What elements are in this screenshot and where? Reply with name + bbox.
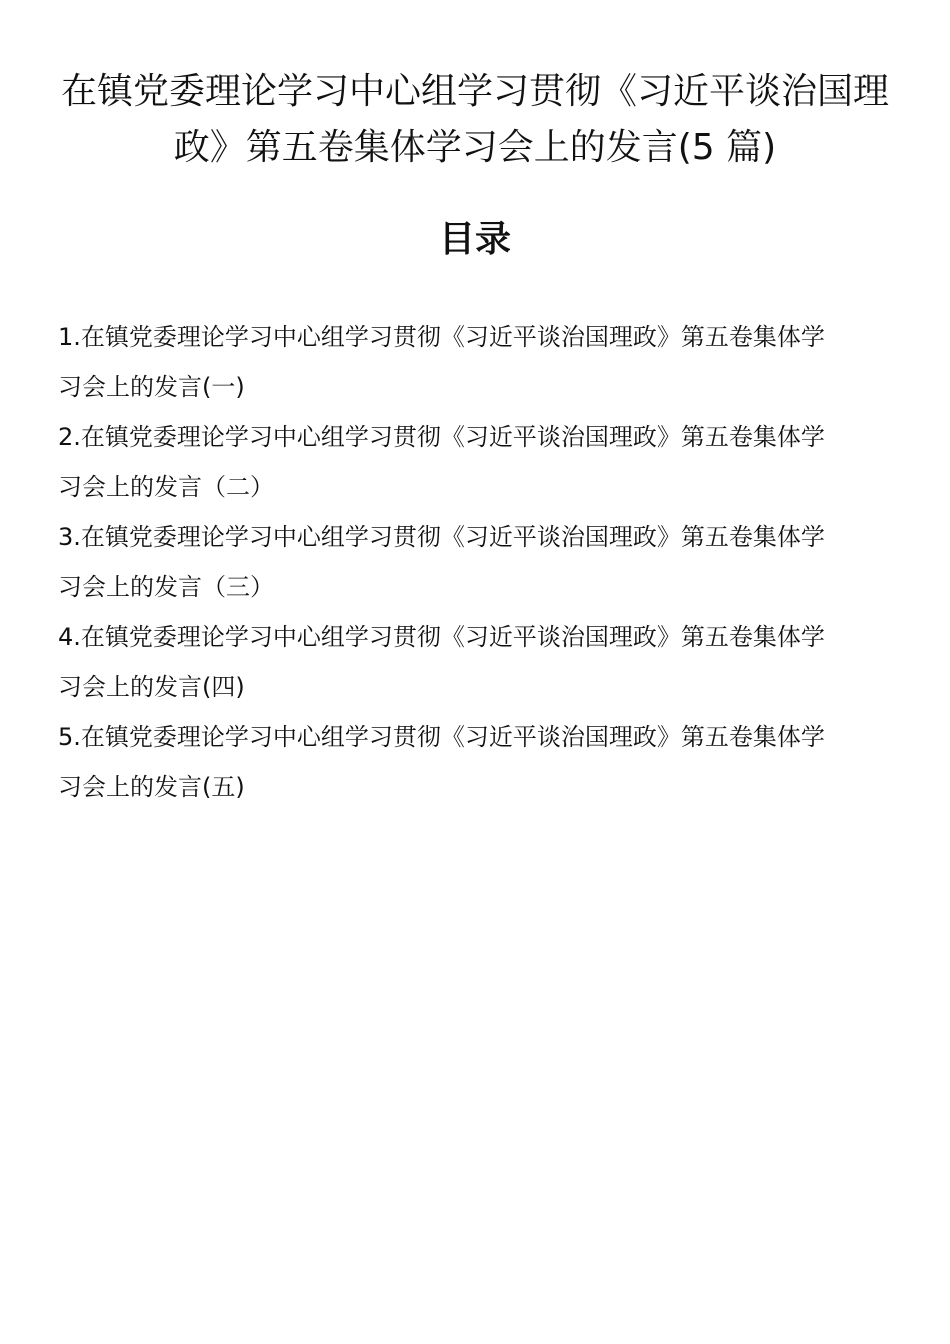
toc-item-2-line-2: 习会上的发言（二） <box>58 473 274 501</box>
toc-item-5-line-1: 5.在镇党委理论学习中心组学习贯彻《习近平谈治国理政》第五卷集体学 <box>58 723 825 751</box>
document-title <box>40 64 910 176</box>
toc-item-3[interactable] <box>58 512 898 612</box>
toc-item-3-line-2: 习会上的发言（三） <box>58 573 274 601</box>
toc-item-1-line-2: 习会上的发言(一) <box>58 373 245 401</box>
toc-item-1[interactable] <box>58 312 898 412</box>
document-title-line-1: 在镇党委理论学习中心组学习贯彻《习近平谈治国理 <box>60 71 889 112</box>
document-title-line-2: 政》第五卷集体学习会上的发言(5 篇) <box>173 127 777 168</box>
toc-item-3-line-1: 3.在镇党委理论学习中心组学习贯彻《习近平谈治国理政》第五卷集体学 <box>58 523 825 551</box>
toc-item-4-line-2: 习会上的发言(四) <box>58 673 245 701</box>
toc-heading: 目录 <box>438 219 511 260</box>
toc-item-2[interactable] <box>58 412 898 512</box>
toc-item-2-line-1: 2.在镇党委理论学习中心组学习贯彻《习近平谈治国理政》第五卷集体学 <box>58 423 825 451</box>
toc-item-1-line-1: 1.在镇党委理论学习中心组学习贯彻《习近平谈治国理政》第五卷集体学 <box>58 323 825 351</box>
toc-item-4-line-1: 4.在镇党委理论学习中心组学习贯彻《习近平谈治国理政》第五卷集体学 <box>58 623 825 651</box>
toc-item-5-line-2: 习会上的发言(五) <box>58 773 245 801</box>
table-of-contents <box>58 312 898 812</box>
toc-item-5[interactable] <box>58 712 898 812</box>
toc-item-4[interactable] <box>58 612 898 712</box>
